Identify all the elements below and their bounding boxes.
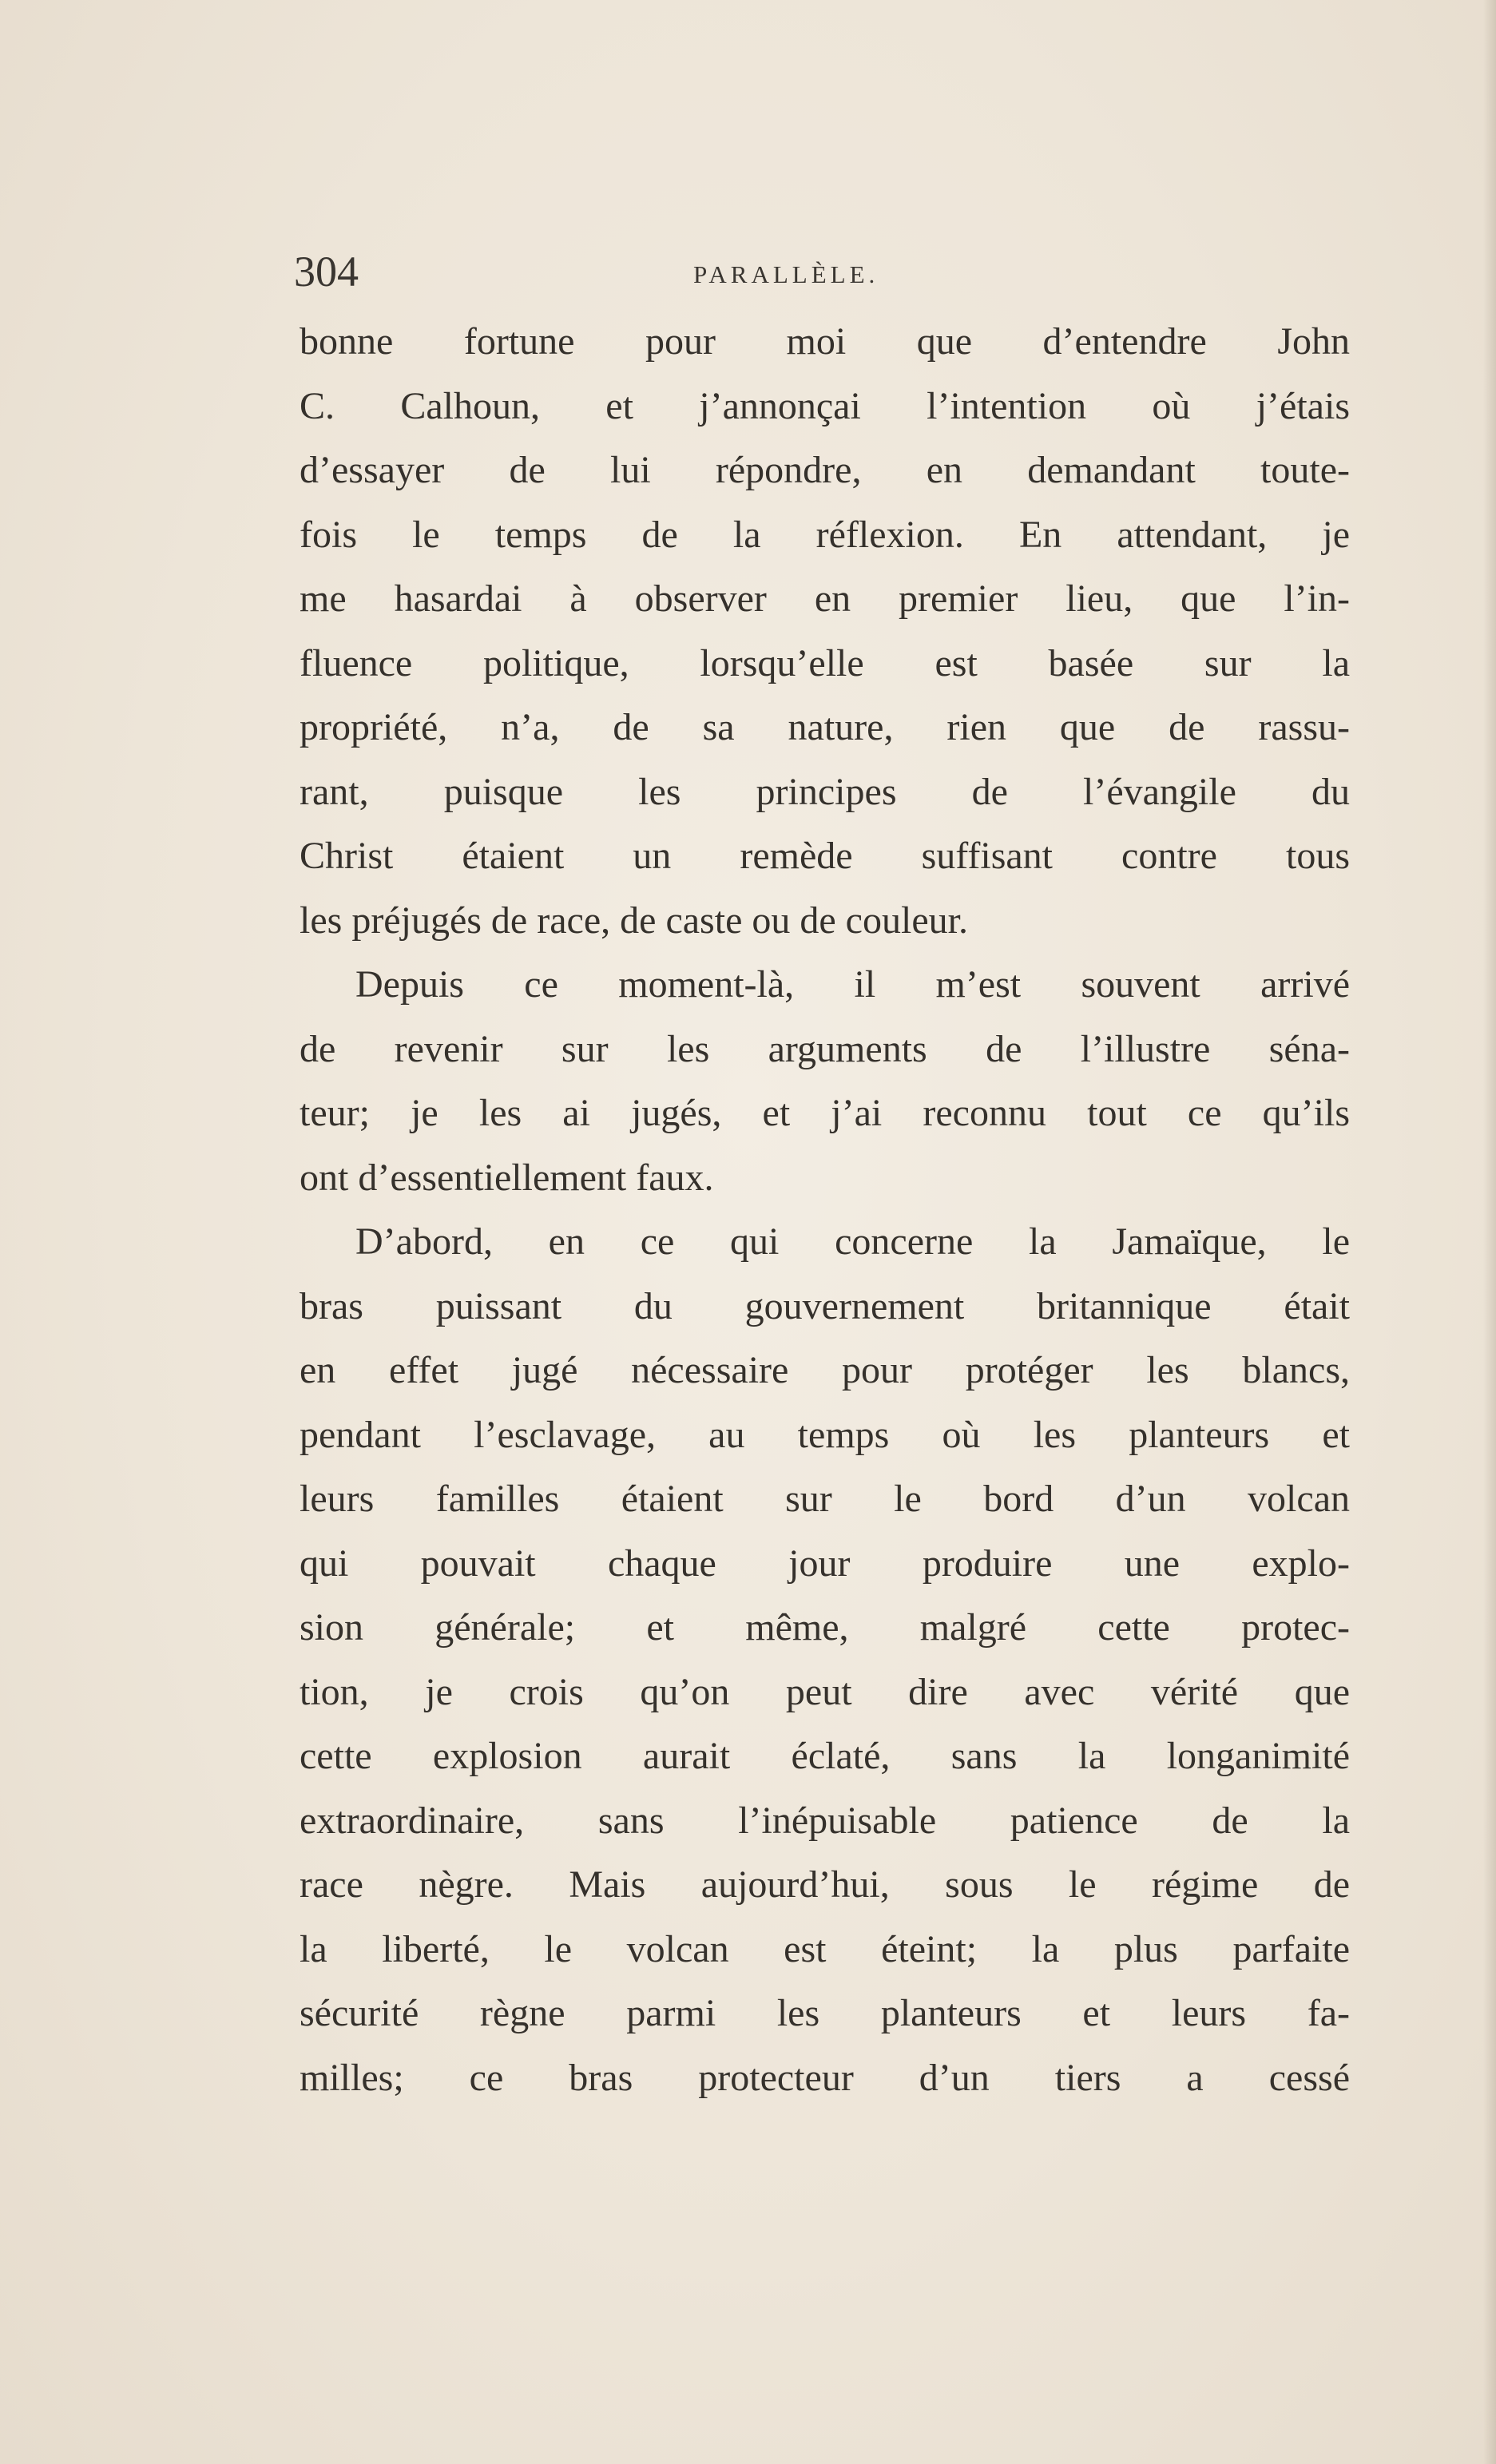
text-line: qui pouvait chaque jour produire une explo- bbox=[300, 1541, 1350, 1585]
text-line: C. Calhoun, et j’annonçai l’intention où j’étais bbox=[300, 384, 1350, 427]
text-line: de revenir sur les arguments de l’illustre séna- bbox=[300, 1027, 1350, 1070]
text-line: tion, je crois qu’on peut dire avec vérité que bbox=[300, 1670, 1350, 1713]
text-line: Depuis ce moment-là, il m’est souvent arrivé bbox=[355, 963, 1350, 1006]
text-line: leurs familles étaient sur le bord d’un volcan bbox=[300, 1478, 1350, 1520]
page-edge-shadow bbox=[1483, 0, 1496, 2464]
text-line: fluence politique, lorsqu’elle est basée sur la bbox=[300, 641, 1350, 684]
text-line: sion générale; et même, malgré cette protec- bbox=[300, 1606, 1350, 1649]
text-line: me hasardai à observer en premier lieu, que l’in- bbox=[300, 577, 1350, 620]
text-line: la liberté, le volcan est éteint; la plus parfaite bbox=[300, 1927, 1350, 1970]
text-line: sécurité règne parmi les planteurs et leurs fa- bbox=[300, 1992, 1350, 2034]
text-line: milles; ce bras protecteur d’un tiers a cessé bbox=[300, 2056, 1350, 2099]
text-line: extraordinaire, sans l’inépuisable patience de la bbox=[300, 1799, 1350, 1842]
text-line: rant, puisque les principes de l’évangile du bbox=[300, 770, 1350, 813]
text-line: les préjugés de race, de caste ou de couleur. bbox=[300, 899, 968, 942]
body-text bbox=[300, 310, 1350, 2110]
text-line: bras puissant du gouvernement britannique était bbox=[300, 1284, 1350, 1327]
text-line: en effet jugé nécessaire pour protéger les blancs, bbox=[300, 1349, 1350, 1391]
text-line: d’essayer de lui répondre, en demandant toute- bbox=[300, 449, 1350, 491]
page-number: 304 bbox=[294, 248, 359, 296]
text-line: D’abord, en ce qui concerne la Jamaïque, le bbox=[355, 1220, 1350, 1263]
text-line: ont d’essentiellement faux. bbox=[300, 1156, 714, 1199]
text-line: teur; je les ai jugés, et j’ai reconnu tout ce qu’ils bbox=[300, 1092, 1350, 1134]
running-head: PARALLÈLE. bbox=[693, 260, 879, 288]
text-line: Christ étaient un remède suffisant contre tous bbox=[300, 835, 1350, 877]
text-line: pendant l’esclavage, au temps où les planteurs et bbox=[300, 1413, 1350, 1456]
text-line: propriété, n’a, de sa nature, rien que de rassu- bbox=[300, 706, 1350, 748]
text-line: fois le temps de la réflexion. En attendant, je bbox=[300, 513, 1350, 556]
text-line: cette explosion aurait éclaté, sans la longanimité bbox=[300, 1735, 1350, 1777]
page-header bbox=[294, 240, 1364, 304]
text-line: race nègre. Mais aujourd’hui, sous le régime de bbox=[300, 1863, 1350, 1906]
text-line: bonne fortune pour moi que d’entendre John bbox=[300, 320, 1350, 363]
